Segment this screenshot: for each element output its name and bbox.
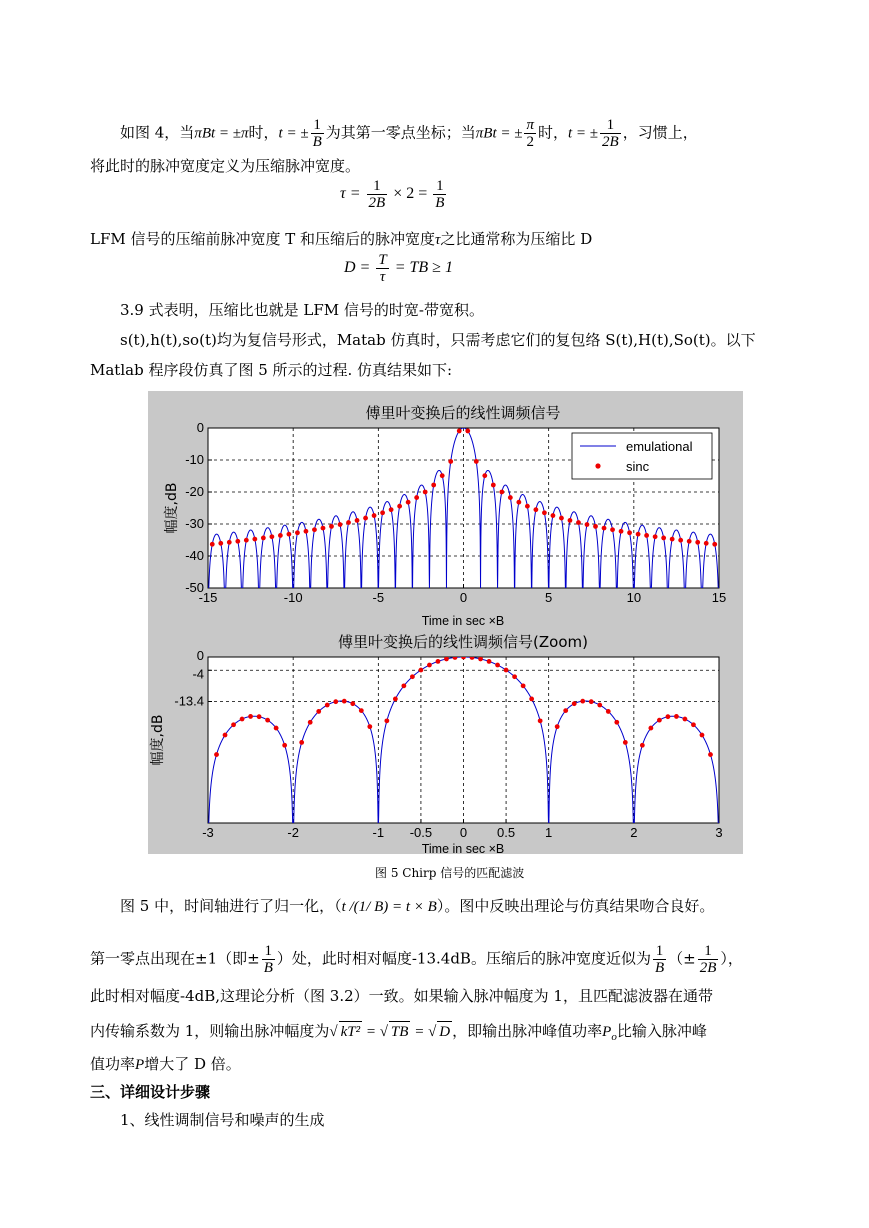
paragraph-zero-point <box>120 117 698 150</box>
eq-rhs: = TB ≥ 1 <box>394 259 453 277</box>
sinc-point <box>363 516 368 521</box>
math-expr: t /(1/ B) = t × B <box>341 899 437 915</box>
sinc-point <box>504 668 509 673</box>
paragraph-normalization <box>120 896 714 917</box>
sinc-point <box>287 532 292 537</box>
text-span: 之比通常称为压缩比 D <box>440 230 593 248</box>
sinc-point <box>640 743 645 748</box>
fraction-denominator: 2B <box>602 134 619 150</box>
fraction <box>262 943 275 976</box>
x-tick-label: -0.5 <box>409 825 433 840</box>
sinc-point <box>508 495 513 500</box>
text-span: 增大了 D 倍。 <box>144 1055 241 1073</box>
sinc-point <box>478 657 483 662</box>
text-span: ，习惯上， <box>622 123 698 142</box>
sinc-point <box>674 714 679 719</box>
sinc-point <box>610 527 615 532</box>
sinc-point <box>397 504 402 509</box>
fraction <box>367 178 388 211</box>
x-tick-label: -10 <box>283 590 303 605</box>
sinc-point <box>568 518 573 523</box>
math-expr: πBt = ± <box>475 125 523 142</box>
x-tick-label: 15 <box>711 590 727 605</box>
legend <box>572 433 712 479</box>
text-span: 为其第一零点坐标；当 <box>325 123 476 142</box>
y-tick-label: -50 <box>185 580 204 595</box>
fraction <box>653 943 666 976</box>
sinc-point <box>644 533 649 538</box>
sinc-point <box>240 717 245 722</box>
figure-caption: 图 5 Chirp 信号的匹配滤波 <box>375 866 525 880</box>
sinc-point <box>597 703 602 708</box>
sinc-point <box>695 540 700 545</box>
sinc-point <box>384 718 389 723</box>
math-expr: t = ± <box>568 125 599 142</box>
math-expr: = <box>362 1024 380 1040</box>
paragraph-relative-amplitude: 此时相对幅度-4dB,这理论分析（图 3.2）一致。如果输入脉冲幅度为 1，且匹配滤波器在通带 <box>90 987 713 1005</box>
fraction-denominator: 2 <box>524 133 536 150</box>
fraction <box>433 178 446 211</box>
equation-d <box>344 252 453 285</box>
text-span: 值功率 <box>90 1055 136 1073</box>
math-expr: πBt = ±π <box>194 125 249 142</box>
sinc-point <box>325 703 330 708</box>
sinc-point <box>602 526 607 531</box>
x-tick-label: -2 <box>287 825 299 840</box>
y-tick-label: 0 <box>196 420 204 435</box>
sinc-point <box>278 533 283 538</box>
sinc-point <box>572 701 577 706</box>
x-tick-label: -15 <box>198 590 218 605</box>
fraction <box>524 117 536 150</box>
sinc-point <box>218 541 223 546</box>
fraction-numerator: 1 <box>373 178 381 194</box>
y-tick-label: -10 <box>185 452 204 467</box>
sinc-point <box>448 459 453 464</box>
subsection-heading: 1、线性调制信号和噪声的生成 <box>120 1111 325 1129</box>
math-expr: P <box>135 1057 145 1073</box>
sinc-point <box>304 529 309 534</box>
x-tick-label: 5 <box>545 590 553 605</box>
sinc-point <box>585 522 590 527</box>
sinc-point <box>470 655 475 660</box>
text-span: 图 5 中，时间轴进行了归一化，（ <box>120 897 342 915</box>
sinc-point <box>619 529 624 534</box>
sinc-point <box>683 717 688 722</box>
fraction-numerator: 1 <box>313 117 321 133</box>
sinc-point <box>700 733 705 738</box>
text-span: 内传输系数为 1，则输出脉冲幅度为 <box>90 1022 330 1040</box>
text-span: （± <box>668 949 696 968</box>
sqrt-radicand: TB <box>389 1021 411 1042</box>
paragraph-3-9: 3.9 式表明，压缩比也就是 LFM 信号的时宽-带宽积。 <box>120 301 484 319</box>
x-tick-label: 10 <box>626 590 642 605</box>
sinc-point <box>265 718 270 723</box>
fraction-numerator: π <box>526 117 534 133</box>
sinc-point <box>482 473 487 478</box>
sinc-point <box>355 518 360 523</box>
y-tick-label: 0 <box>196 648 204 663</box>
x-tick-label: 0.5 <box>497 825 516 840</box>
fraction-numerator: 1 <box>606 117 615 133</box>
sinc-point <box>359 708 364 713</box>
sinc-point <box>670 537 675 542</box>
sinc-point <box>636 532 641 537</box>
sinc-point <box>687 539 692 544</box>
sinc-point <box>529 697 534 702</box>
fraction-denominator: τ <box>376 268 388 285</box>
sinc-point <box>410 674 415 679</box>
text-span: ）， <box>720 949 743 968</box>
top-plot-ylabel: 幅度,dB <box>164 482 180 534</box>
sinc-point <box>593 524 598 529</box>
sinc-point <box>499 490 504 495</box>
x-tick-label: 0 <box>459 825 468 840</box>
sinc-point <box>708 752 713 757</box>
sinc-point <box>367 724 372 729</box>
legend-entry-emulational: emulational <box>626 439 693 454</box>
fraction-numerator: 1 <box>264 943 273 959</box>
text-span: 时， <box>248 123 279 142</box>
text-span: 如图 4，当 <box>120 123 195 142</box>
sinc-point <box>248 714 253 719</box>
figure-5 <box>148 391 743 854</box>
y-tick-label: -20 <box>185 484 204 499</box>
text-span: LFM 信号的压缩前脉冲宽度 T 和压缩后的脉冲宽度 <box>90 230 436 248</box>
x-tick-label: 1 <box>545 825 553 840</box>
sinc-point <box>521 683 526 688</box>
sinc-point <box>606 709 611 714</box>
sinc-point <box>457 429 462 434</box>
sinc-point <box>393 697 398 702</box>
paragraph-definition: 将此时的脉冲宽度定义为压缩脉冲宽度。 <box>90 157 361 175</box>
sinc-point <box>589 699 594 704</box>
paragraph-complex-envelope: s(t),h(t),so(t)均为复信号形式，Matab 仿真时，只需考虑它们的复包络 S(t),H(t),So(t)。以下 <box>120 331 756 349</box>
sinc-point <box>495 663 500 668</box>
sinc-point <box>538 718 543 723</box>
fraction-numerator: T <box>378 252 387 268</box>
sinc-point <box>474 459 479 464</box>
sinc-point <box>555 724 560 729</box>
sinc-point <box>338 522 343 527</box>
y-tick-label: -13.4 <box>174 693 204 709</box>
sinc-point <box>427 663 432 668</box>
sinc-point <box>316 709 321 714</box>
sinc-point <box>257 714 262 719</box>
sinc-point <box>406 500 411 505</box>
math-expr: P <box>602 1024 612 1040</box>
fraction <box>311 117 324 150</box>
sinc-point <box>516 500 521 505</box>
fraction-numerator: 1 <box>436 178 444 194</box>
sqrt-radicand: kT² <box>339 1021 363 1042</box>
sinc-point <box>461 655 466 660</box>
fraction-denominator: 2B <box>699 960 717 976</box>
sinc-point <box>244 538 249 543</box>
fraction-numerator: 1 <box>704 943 712 959</box>
sinc-point <box>666 714 671 719</box>
bottom-plot-xlabel: Time in sec ×B <box>421 842 505 854</box>
legend-marker-swatch <box>595 463 600 468</box>
math-expr: τ <box>435 232 441 248</box>
sinc-point <box>559 516 564 521</box>
bottom-plot-title: 傅里叶变换后的线性调频信号(Zoom) <box>338 633 588 651</box>
sinc-point <box>342 699 347 704</box>
paragraph-first-zero <box>90 943 743 976</box>
sinc-point <box>295 530 300 535</box>
sinc-point <box>346 520 351 525</box>
y-tick-label: -30 <box>185 516 204 531</box>
sinc-point <box>440 473 445 478</box>
sinc-point <box>661 536 666 541</box>
fraction <box>376 252 388 285</box>
fraction <box>698 943 719 976</box>
sinc-point <box>580 699 585 704</box>
sinc-point <box>576 520 581 525</box>
sinc-point <box>350 701 355 706</box>
sinc-point <box>436 659 441 664</box>
sinc-point <box>614 720 619 725</box>
equation-tau <box>340 178 448 211</box>
sqrt-radicand: D <box>437 1021 452 1042</box>
sinc-point <box>227 540 232 545</box>
text-span: 第一零点出现在±1（即± <box>90 949 260 968</box>
sinc-point <box>235 539 240 544</box>
x-tick-label: 0 <box>459 590 468 605</box>
math-expr: t = ± <box>278 125 309 142</box>
x-tick-label: 2 <box>630 825 638 840</box>
text-span: 时， <box>537 123 568 142</box>
fraction-denominator: B <box>654 960 665 976</box>
sinc-point <box>542 510 547 515</box>
fraction-numerator: 1 <box>655 943 664 959</box>
sinc-point <box>252 537 257 542</box>
sinc-point <box>389 507 394 512</box>
sinc-point <box>329 524 334 529</box>
sinc-point <box>214 752 219 757</box>
x-tick-label: -5 <box>372 590 385 605</box>
sinc-point <box>431 483 436 488</box>
sinc-point <box>487 659 492 664</box>
sinc-point <box>653 534 658 539</box>
sinc-point <box>623 740 628 745</box>
sinc-point <box>657 718 662 723</box>
eq-lhs: τ = <box>340 185 361 203</box>
paragraph-power-increase <box>90 1054 241 1075</box>
sinc-point <box>321 526 326 531</box>
sinc-point <box>269 534 274 539</box>
y-tick-label: -4 <box>192 666 204 682</box>
sinc-point <box>210 542 215 547</box>
sinc-point <box>223 733 228 738</box>
sinc-point <box>704 541 709 546</box>
math-expr: = <box>410 1024 429 1040</box>
text-span: ，即输出脉冲峰值功率 <box>452 1022 603 1040</box>
eq-lhs: D = <box>344 259 371 277</box>
eq-mid: × 2 = <box>393 185 428 203</box>
sinc-point <box>533 507 538 512</box>
sinc-point <box>312 527 317 532</box>
sinc-point <box>551 513 556 518</box>
top-plot-xlabel: Time in sec ×B <box>421 614 505 628</box>
sinc-point <box>231 722 236 727</box>
legend-entry-sinc: sinc <box>626 459 650 474</box>
sinc-point <box>299 740 304 745</box>
sinc-point <box>401 683 406 688</box>
sinc-point <box>414 495 419 500</box>
sinc-point <box>333 699 338 704</box>
sinc-point <box>648 726 653 731</box>
y-tick-label: -40 <box>185 548 204 563</box>
bottom-plot <box>149 633 723 854</box>
sinc-point <box>712 542 717 547</box>
sinc-point <box>563 708 568 713</box>
sinc-point <box>282 743 287 748</box>
sinc-point <box>678 538 683 543</box>
sinc-point <box>380 510 385 515</box>
paragraph-output-amplitude: 内传输系数为 1，则输出脉冲幅度为√ kT² = √ TB = √ D ，即输出脉冲峰值功率$P_o$比输入脉冲峰 <box>90 1022 707 1043</box>
x-tick-label: -3 <box>202 825 214 840</box>
sinc-point <box>691 722 696 727</box>
sinc-point <box>419 668 424 673</box>
sinc-point <box>512 674 517 679</box>
sinc-point <box>627 530 632 535</box>
fraction-denominator: B <box>312 134 322 150</box>
text-span: ）。图中反映出理论与仿真结果吻合良好。 <box>436 897 715 915</box>
sinc-point <box>465 429 470 434</box>
top-plot-title: 傅里叶变换后的线性调频信号 <box>365 404 561 422</box>
bottom-plot-ylabel: 幅度,dB <box>150 714 166 766</box>
x-tick-label: -1 <box>372 825 385 840</box>
text-span: 比输入脉冲峰 <box>616 1022 707 1040</box>
fraction-denominator: B <box>263 960 273 976</box>
sinc-point <box>308 720 313 725</box>
sinc-point <box>274 726 279 731</box>
figure-5-svg <box>148 391 743 854</box>
sinc-point <box>372 513 377 518</box>
sinc-point <box>491 483 496 488</box>
sinc-point <box>444 657 449 662</box>
fraction <box>600 117 621 150</box>
math-subscript: o <box>611 1031 617 1043</box>
sinc-point <box>525 504 530 509</box>
fraction-denominator: 2B <box>368 195 386 211</box>
text-span: ）处，此时相对幅度-13.4dB。压缩后的脉冲宽度近似为 <box>276 949 651 968</box>
section-heading: 三、详细设计步骤 <box>90 1083 211 1101</box>
paragraph-compression-ratio <box>90 229 592 250</box>
x-tick-label: 3 <box>715 825 723 840</box>
top-plot <box>163 404 726 628</box>
sinc-point <box>453 655 458 660</box>
sinc-point <box>423 490 428 495</box>
sinc-point <box>261 536 266 541</box>
fraction-denominator: B <box>435 195 445 211</box>
paragraph-matlab: Matlab 程序段仿真了图 5 所示的过程. 仿真结果如下: <box>90 361 453 379</box>
